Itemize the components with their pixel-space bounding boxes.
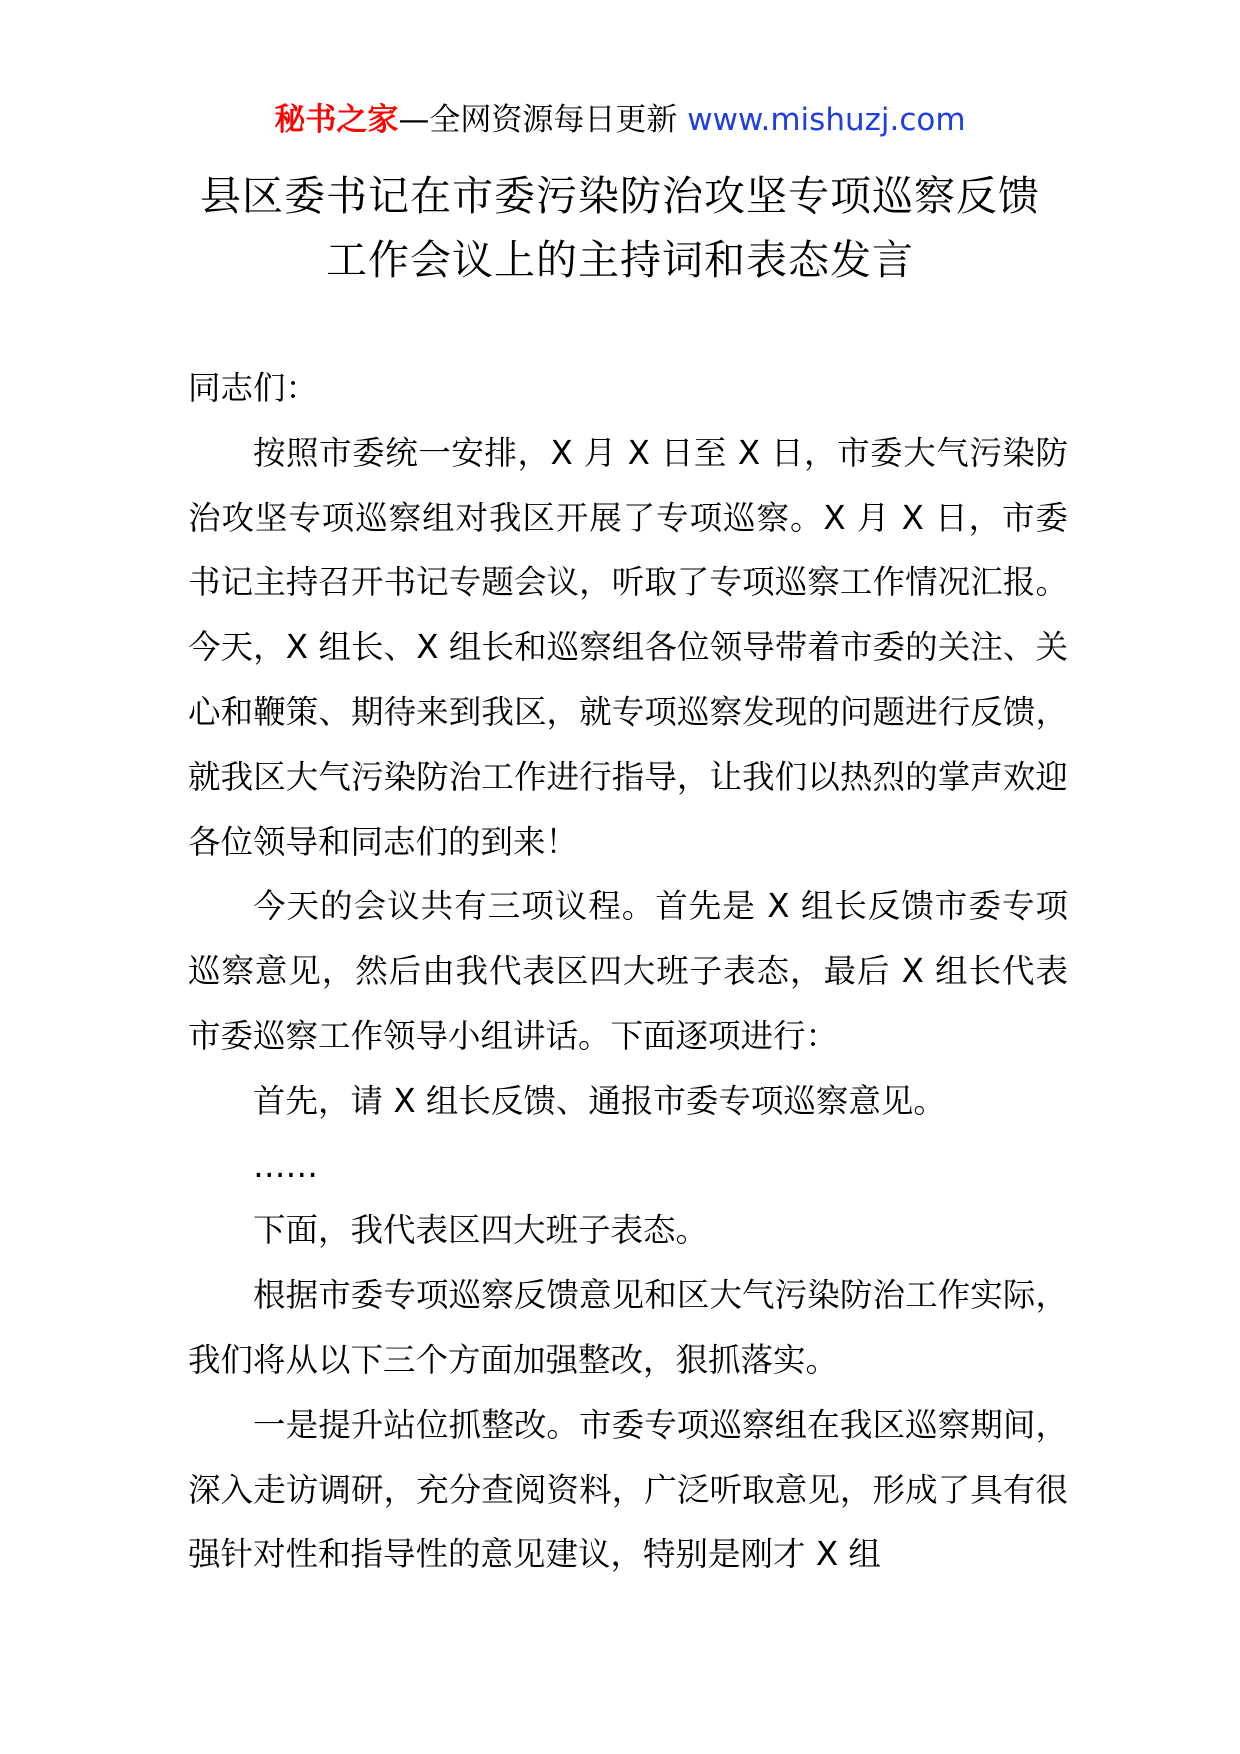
header-tagline: —全网资源每日更新 — [398, 102, 678, 138]
document-body — [188, 356, 1068, 1587]
salutation: 同志们： — [188, 369, 319, 407]
site-header — [0, 100, 1240, 140]
paragraph-7: 一是提升站位抓整改。市委专项巡察组在我区巡察期间，深入走访调研，充分查阅资料，广泛听取意见，形成了具有很强针对性和指导性的意见建议，特别是刚才 X 组 — [188, 1405, 1068, 1574]
paragraph-5: 下面，我代表区四大班子表态。 — [253, 1211, 709, 1250]
document-title — [0, 164, 1240, 292]
paragraph-3: 首先，请 X 组长反馈、通报市委专项巡察意见。 — [253, 1081, 946, 1120]
paragraph-4: …… — [253, 1146, 318, 1185]
brand-name: 秘书之家 — [274, 102, 399, 138]
paragraph-2: 今天的会议共有三项议程。首先是 X 组长反馈市委专项巡察意见，然后由我代表区四大班子表态，最后 X 组长代表市委巡察工作领导小组讲话。下面逐项进行： — [188, 887, 1068, 1055]
title-line-2: 工作会议上的主持词和表态发言 — [326, 236, 914, 284]
site-url-link[interactable]: www.mishuzj.com — [687, 102, 966, 138]
title-line-1: 县区委书记在市委污染防治攻坚专项巡察反馈 — [200, 172, 1040, 220]
paragraph-1: 按照市委统一安排，X 月 X 日至 X 日，市委大气污染防治攻坚专项巡察组对我区开展了专项巡察。X 月 X 日，市委书记主持召开书记专题会议，听取了专项巡察工作情况汇报。今天，X 组长、X 组长和巡察组各位领导带着市委的关注、关心和鞭策、期待来到我区，就专项巡察发现的问题进行反馈，就我区大气污染防治工作进行指导，让我们以热烈的掌声欢迎各位领导和同志们的到来！ — [188, 433, 1068, 861]
paragraph-6: 根据市委专项巡察反馈意见和区大气污染防治工作实际，我们将从以下三个方面加强整改，狠抓落实。 — [188, 1276, 1068, 1379]
